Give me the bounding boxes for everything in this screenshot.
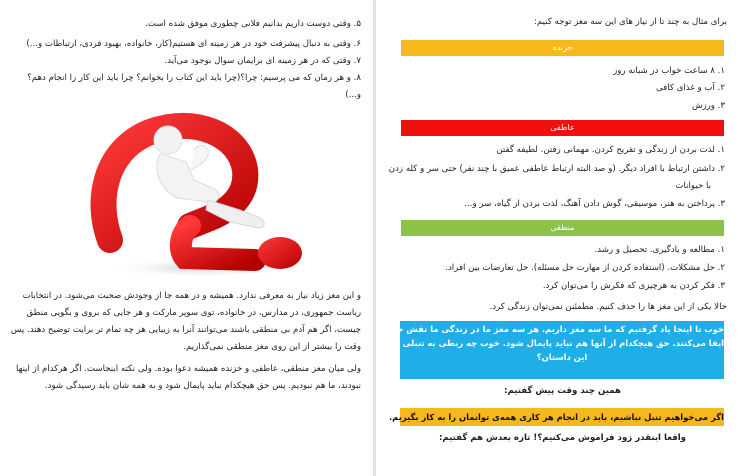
- paragraph-line: وقت را بیشتر از این روی مغز منطقی نمی‌گذاریم.: [183, 342, 361, 352]
- highlight-line: خوب تا اینجا یاد گرفتیم که ما سه مغز داریم. هر سه مغز ما در زندگی ما نقش حیاتی: [379, 324, 724, 334]
- list-item: ۲. داشتن ارتباط با افراد دیگر. (و صد البته ارتباط عاطفی عمیق با چند نفر) حتی سر و کله زدن: [388, 164, 725, 174]
- list-item: ۷. وقتی که در هر زمینه ای برایمان سوال بوجود می‌آید.: [164, 56, 361, 66]
- section-header-logical: منطقی: [401, 220, 724, 236]
- list-item: ۶. وقتی به دنبال پیشرفت خود در هر زمینه ای هستیم(کار، خانواده، بهبود فردی، ارتباطات و...): [26, 39, 361, 49]
- list-item: ۱. لذت بردن از زندگی و تفریح کردن. مهمانی رفتن. لطیفه گفتن: [496, 145, 725, 155]
- list-item: ۳. پرداختن به هنر، موسیقی، گوش دادن آهنگ، لذت بردن از گیاه، سر و...: [464, 199, 725, 209]
- section-header-emotional: عاطفی: [401, 120, 724, 136]
- highlight-box-yellow: اگر می‌خواهیم تنبل نباشیم، باید در انجام هر کاری همه‌ی توانمان را به کار بگیریم.: [400, 408, 724, 426]
- section-header-reptilian: خزنده: [401, 40, 724, 56]
- paragraph-line: و این مغز زیاد نیاز به معرفی ندارد. همیشه و در همه جا از وجودش صحبت می‌شود. در انتخابات: [22, 291, 361, 301]
- list-item: ۸. و هر زمان که می پرسیم: چرا؟(چرا باید این کتاب را بخوانم؟ چرا باید این کار را انجام دهم؟: [27, 73, 361, 83]
- highlight-line: این داستان؟: [536, 352, 588, 362]
- paragraph-line: ریاست جمهوری، در مدارس، در خانواده، توی سوپر مارکت و هر جایی که بروی و بگویی منطق: [26, 308, 361, 318]
- closing-text: حالا یکی از این مغز ها را حذف کنیم. مطمئنن نمی‌توان زندگی کرد.: [489, 302, 727, 312]
- paragraph-line: ولی میان مغز منطقی، عاطفی و خزنده همیشه دعوا بوده. ولی نکته اینجاست. اگر هرکدام از اینها: [15, 364, 361, 374]
- final-line: واقعا اینقدر زود فراموش می‌کنیم؟! تازه بعدش هم گفتیم:: [438, 433, 686, 443]
- list-item: ۲. حل مشکلات. (استفاده کردن از مهارت حل مسئله). حل تعارضات بین افراد.: [445, 263, 725, 273]
- list-item: ۳. فکر کردن به هرچیزی که فکرش را می‌توان کرد.: [542, 281, 725, 291]
- list-item: ۱. ۸ ساعت خواب در شبانه روز: [613, 66, 725, 76]
- intro-text: برای مثال به چند تا از نیاز های این سه مغز توجه کنیم:: [534, 17, 727, 27]
- list-item: ۱. مطالعه و یادگیری. تحصیل و رشد.: [594, 245, 725, 255]
- list-item: ۵. وقتی دوست داریم بدانیم فلانی چطوری موفق شده است.: [145, 19, 361, 29]
- question-text: همین چند وقت پیش گفتیم:: [504, 386, 621, 396]
- paragraph-line: چیست، اگر هم آدم بی منطقی باشند می‌توانند آنرا به زیبایی هر چه تمام تر برایت توضیح دهند. پس: [10, 325, 361, 335]
- highlight-line: ایفا می‌کنند. حق هیچکدام از آنها هم نباید پایمال شود. خوب چه ربطی به تنبلی داره: [382, 338, 724, 348]
- question-mark-figure-illustration: [90, 110, 315, 280]
- highlight-box-blue: [379, 321, 724, 379]
- paragraph-line: نبودند، ما هم نبودیم. پس حق هیچکدام نباید پایمال شود و به همه شان باید رسیدگی شود.: [44, 381, 361, 391]
- right-page: [376, 0, 749, 476]
- list-item: ۳. ورزش: [691, 101, 725, 111]
- left-page: [0, 0, 373, 476]
- list-item: ۲. آب و غذای کافی: [655, 83, 725, 93]
- list-item: با حیوانات: [675, 181, 711, 191]
- list-item: و...): [345, 90, 361, 100]
